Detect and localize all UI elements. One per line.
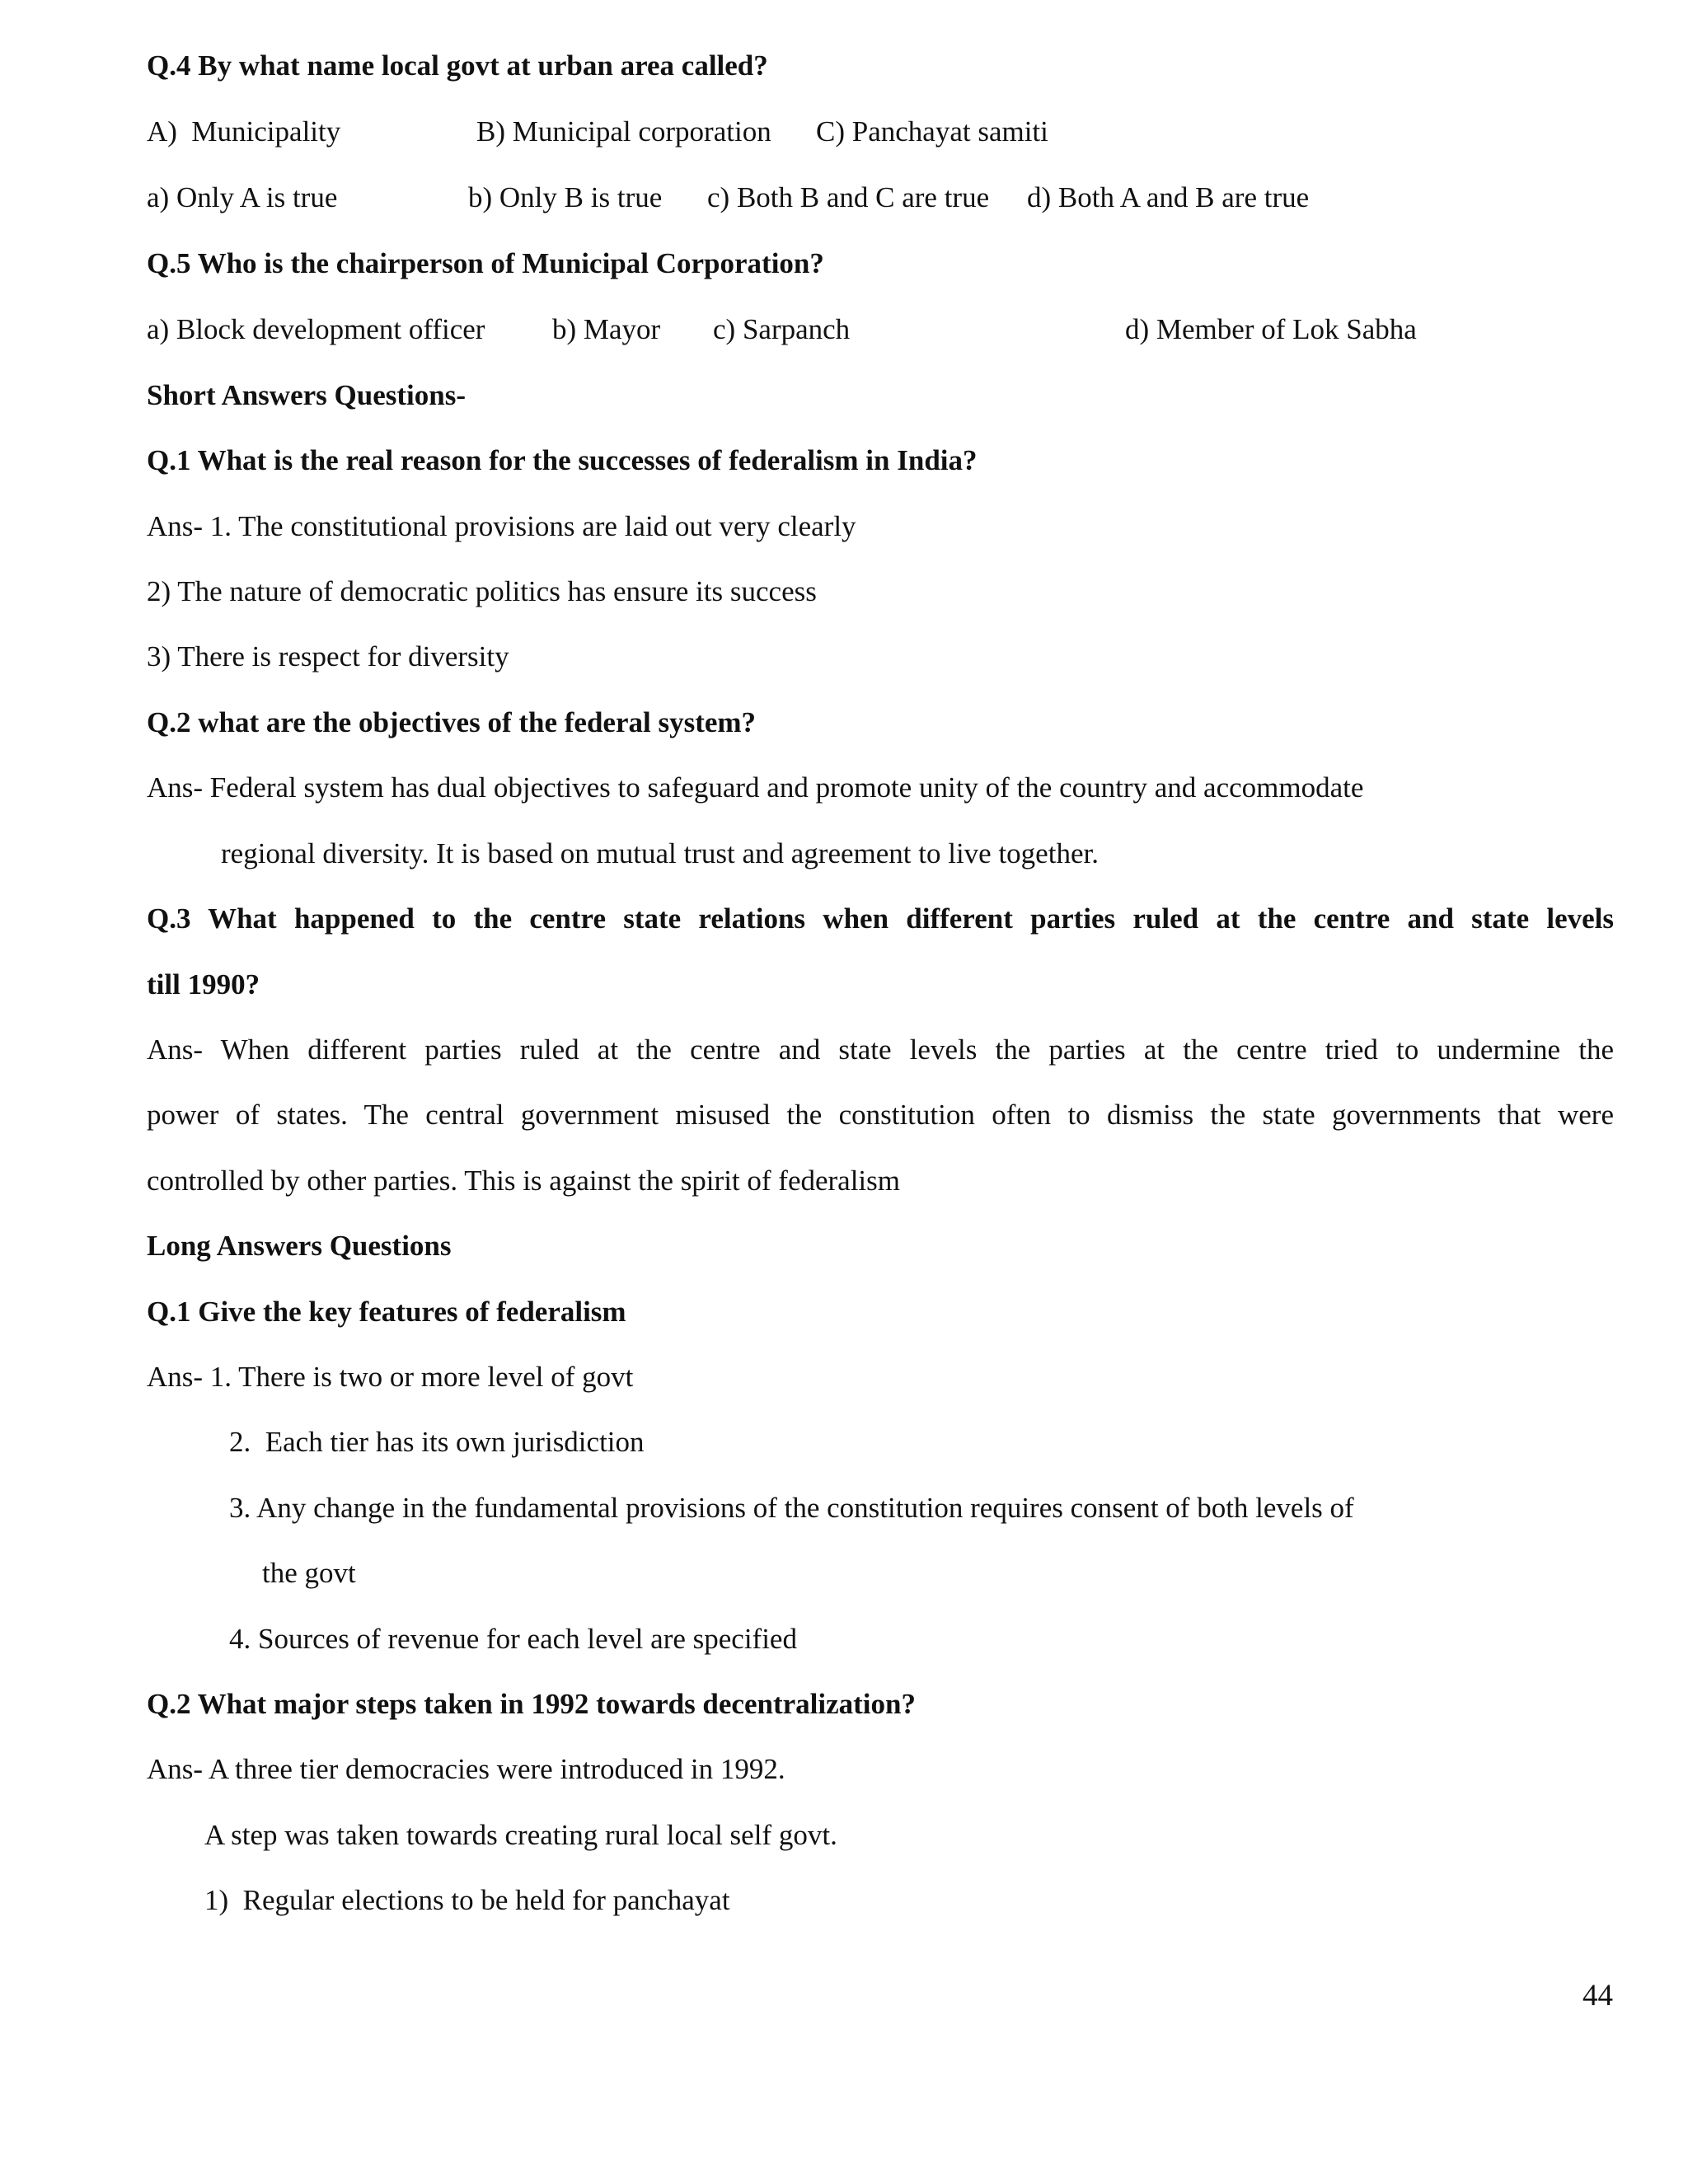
short-q3-question: till 1990? (147, 968, 260, 1001)
long-q1-answer-line: the govt (262, 1557, 356, 1589)
page-number: 44 (1582, 1979, 1613, 2013)
short-answers-heading: Short Answers Questions- (147, 379, 466, 411)
q4-option-b: b) Only B is true (468, 181, 663, 213)
q4-option-d: d) Both A and B are true (1027, 181, 1310, 213)
long-q1-answer-line: Ans- 1. There is two or more level of govt (147, 1361, 634, 1393)
q5-option-a: a) Block development officer (147, 313, 485, 345)
short-q1-question: Q.1 What is the real reason for the successes of federalism in India? (147, 444, 978, 476)
short-q1-answer-line: 2) The nature of democratic politics has ensure its success (147, 575, 817, 607)
long-q1-answer-line: 3. Any change in the fundamental provisions of the constitution requires consent of both levels of (229, 1492, 1354, 1524)
short-q3-answer-line: power of states. The central government misused the constitution often to dismiss the state governments that were (147, 1099, 1614, 1131)
short-q1-answer-line: 3) There is respect for diversity (147, 640, 509, 673)
q5-option-c: c) Sarpanch (713, 313, 851, 345)
q4-question: Q.4 By what name local govt at urban area called? (147, 49, 768, 82)
long-q2-answer-line: Ans- A three tier democracies were introduced in 1992. (147, 1753, 785, 1785)
q4-statement-c: C) Panchayat samiti (816, 115, 1048, 148)
short-q3-answer-line: Ans- When different parties ruled at the centre and state levels the parties at the centre tried to undermine the (147, 1033, 1614, 1066)
short-q3-answer-line: controlled by other parties. This is against the spirit of federalism (147, 1165, 900, 1197)
q4-statement-b: B) Municipal corporation (476, 115, 771, 148)
long-q2-answer-line: A step was taken towards creating rural local self govt. (204, 1819, 837, 1851)
short-q2-answer-line: regional diversity. It is based on mutual trust and agreement to live together. (221, 837, 1099, 869)
short-q2-answer-line: Ans- Federal system has dual objectives to safeguard and promote unity of the country and accommodate (147, 771, 1364, 804)
long-q1-question: Q.1 Give the key features of federalism (147, 1296, 626, 1328)
short-q1-answer-line: Ans- 1. The constitutional provisions are laid out very clearly (147, 510, 856, 542)
long-q1-answer-line: 4. Sources of revenue for each level are specified (229, 1623, 797, 1655)
short-q3-question: Q.3 What happened to the centre state relations when different parties ruled at the centre and state levels (147, 902, 1614, 935)
q5-option-d: d) Member of Lok Sabha (1125, 313, 1417, 345)
q4-option-a: a) Only A is true (147, 181, 338, 213)
q4-option-c: c) Both B and C are true (707, 181, 990, 213)
long-q1-answer-line: 2. Each tier has its own jurisdiction (229, 1426, 645, 1458)
short-q2-question: Q.2 what are the objectives of the federal system? (147, 706, 757, 738)
long-q2-question: Q.2 What major steps taken in 1992 towards decentralization? (147, 1688, 916, 1720)
long-answers-heading: Long Answers Questions (147, 1230, 452, 1262)
q4-statement-a: A) Municipality (147, 115, 341, 148)
q5-option-b: b) Mayor (552, 313, 661, 345)
q5-question: Q.5 Who is the chairperson of Municipal Corporation? (147, 247, 824, 279)
long-q2-answer-line: 1) Regular elections to be held for panchayat (204, 1884, 730, 1916)
